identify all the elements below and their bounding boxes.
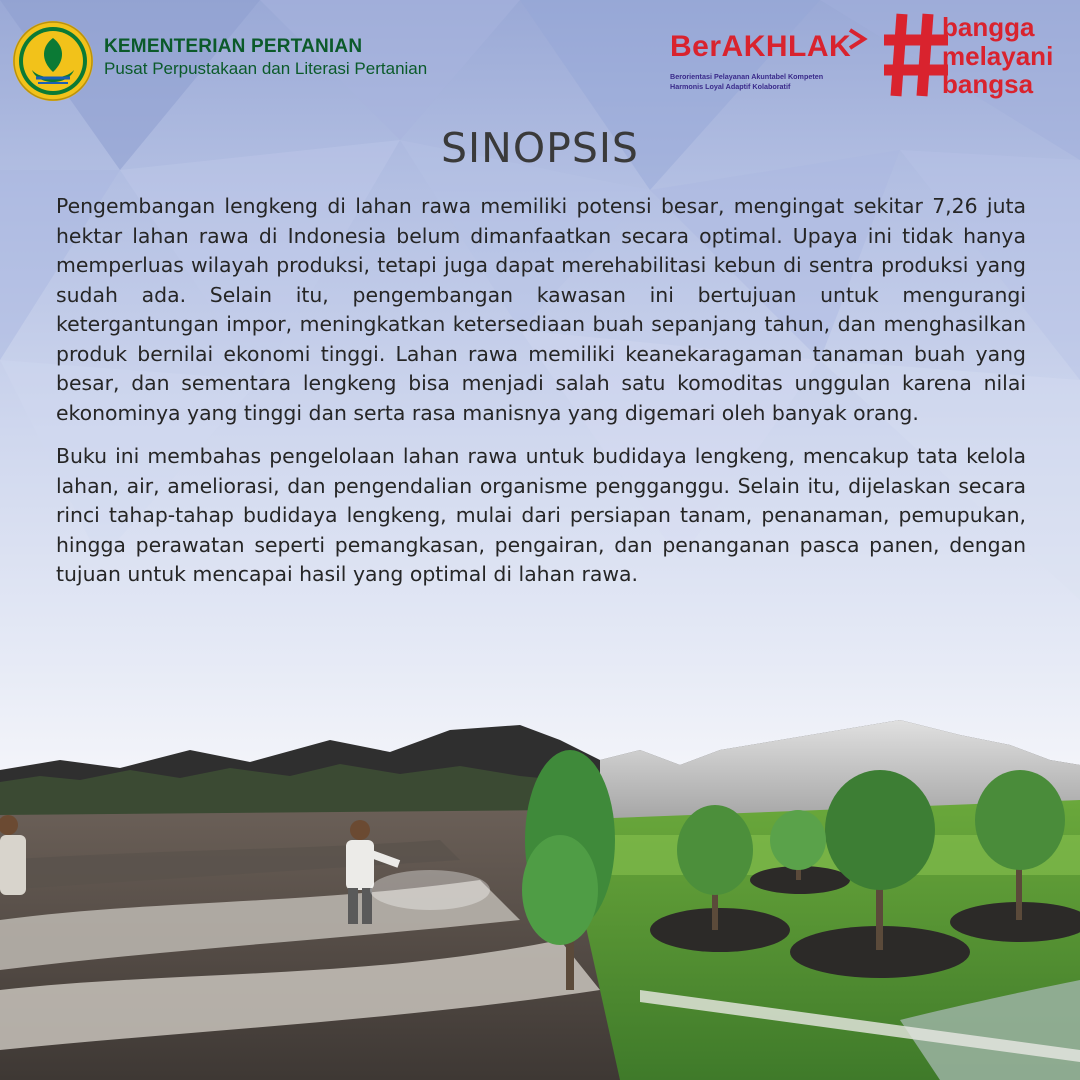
bangsa-text: bangsa [942, 69, 1034, 99]
melayani-text: melayani [942, 41, 1054, 71]
org-subtitle: Pusat Perpustakaan dan Literasi Pertanian [104, 59, 428, 78]
synopsis-paragraph-1: Pengembangan lengkeng di lahan rawa memiliki potensi besar, mengingat sekitar 7,26 juta hektar lahan rawa di Indonesia belum dimanfaatkan secara optimal. Upaya ini tidak hanya memperluas wilayah produksi, tetapi juga dapat merehabilitasi kebun di sentra produksi yang sudah ada. Selain itu, pengembangan kawasan ini bertujuan untuk mengurangi ketergantungan impor, meningkatkan ketersediaan buah sepanjang tahun, dan menghasilkan produk bernilai ekonomi tinggi. Lahan rawa memiliki keanekaragaman tanaman buah yang besar, dan sementara lengkeng bisa menjadi salah satu komoditas unggulan karena nilai ekonominya yang tinggi dan serta rasa manisnya yang digemari oleh banyak orang. [56, 194, 1026, 425]
org-name: KEMENTERIAN PERTANIAN [104, 36, 363, 57]
synopsis-paragraph-2: Buku ini membahas pengelolaan lahan rawa untuk budidaya lengkeng, mencakup tata kelola lahan, air, ameliorasi, dan pengendalian organisme pengganggu. Selain itu, dijelaskan secara rinci tahap-tahap budidaya lengkeng, mulai dari persiapan tanam, penanaman, pemupukan, hingga perawatan seperti pemangkasan, pengairan, dan penanganan pasca panen, dengan tujuan untuk mencapai hasil yang optimal di lahan rawa. [56, 444, 1026, 586]
chevron-right-icon [846, 28, 870, 50]
bangga-text: bangga [942, 12, 1035, 42]
berakhlak-tagline-2: Harmonis Loyal Adaptif Kolaboratif [670, 82, 791, 91]
hashtag-icon [884, 10, 950, 100]
synopsis-body [56, 192, 1026, 604]
kementan-logo-icon [12, 20, 94, 102]
page-title: SINOPSIS [441, 124, 639, 172]
berakhlak-logo [668, 14, 878, 98]
berakhlak-tagline-1: Berorientasi Pelayanan Akuntabel Kompeten [670, 72, 824, 81]
header [0, 0, 1080, 120]
swamp-farmland-photo [0, 690, 1080, 1080]
berakhlak-wordmark: BerAKHLAK [670, 30, 852, 63]
bangga-melayani-bangsa-logo [884, 6, 1074, 102]
